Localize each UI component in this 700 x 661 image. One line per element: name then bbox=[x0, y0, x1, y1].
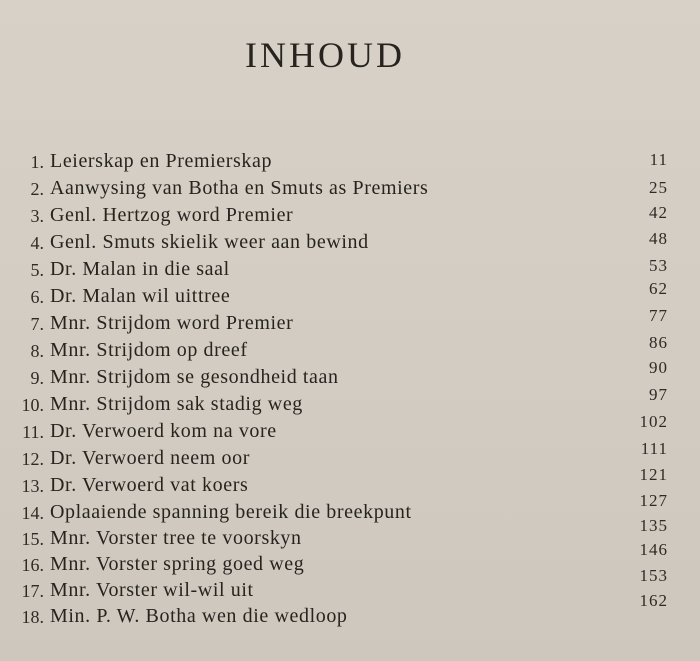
entry-number: 5. bbox=[30, 260, 44, 280]
entry-page: 11 bbox=[649, 150, 668, 169]
toc-entry bbox=[0, 279, 700, 309]
entry-page: 62 bbox=[649, 279, 668, 298]
toc-entry bbox=[0, 516, 700, 551]
entry-title: Mnr. Vorster spring goed weg bbox=[50, 553, 305, 575]
toc-entry bbox=[0, 491, 700, 525]
entry-title: Mnr. Strijdom op dreef bbox=[50, 339, 248, 361]
entry-page: 102 bbox=[639, 412, 668, 431]
entry-title: Oplaaiende spanning bereik die breekpunt bbox=[50, 501, 412, 523]
toc-entry bbox=[0, 385, 700, 417]
entry-title: Genl. Hertzog word Premier bbox=[50, 204, 294, 226]
entry-page: 90 bbox=[649, 358, 668, 377]
entry-page: 77 bbox=[649, 306, 668, 325]
toc-entry bbox=[0, 540, 700, 577]
entry-title: Aanwysing van Botha en Smuts as Premiers bbox=[50, 177, 429, 199]
entry-title: Leierskap en Premierskap bbox=[50, 150, 273, 172]
entry-title: Dr. Verwoerd kom na vore bbox=[50, 420, 277, 442]
page-title: INHOUD bbox=[245, 35, 405, 75]
toc-entry bbox=[0, 465, 700, 498]
entry-title: Mnr. Vorster wil-wil uit bbox=[50, 579, 254, 601]
entry-number: 7. bbox=[30, 314, 44, 334]
entry-number: 17. bbox=[21, 581, 44, 601]
entry-title: Mnr. Strijdom se gesondheid taan bbox=[50, 366, 339, 388]
entry-number: 14. bbox=[21, 503, 44, 523]
entry-number: 16. bbox=[21, 555, 44, 575]
entry-title: Min. P. W. Botha wen die wedloop bbox=[50, 605, 348, 627]
toc-entry bbox=[0, 333, 700, 363]
entry-number: 1. bbox=[30, 152, 44, 172]
entry-page: 86 bbox=[649, 333, 668, 352]
toc-entry bbox=[0, 306, 700, 336]
entry-page: 48 bbox=[649, 229, 668, 248]
entry-page: 127 bbox=[639, 491, 668, 510]
entry-page: 97 bbox=[649, 385, 668, 404]
entry-title: Dr. Malan in die saal bbox=[50, 258, 230, 280]
entry-page: 42 bbox=[649, 203, 668, 222]
entry-number: 12. bbox=[21, 449, 44, 469]
entry-number: 13. bbox=[21, 476, 44, 496]
entry-title: Dr. Malan wil uittree bbox=[50, 285, 231, 307]
entry-page: 162 bbox=[639, 591, 668, 610]
entry-number: 9. bbox=[30, 368, 44, 388]
toc-entry bbox=[0, 566, 700, 603]
entry-page: 146 bbox=[639, 540, 668, 559]
toc-entry bbox=[0, 175, 700, 201]
entry-number: 2. bbox=[30, 179, 44, 199]
entry-number: 15. bbox=[21, 529, 44, 549]
entry-title: Dr. Verwoerd vat koers bbox=[50, 474, 249, 496]
entry-title: Mnr. Strijdom sak stadig weg bbox=[50, 393, 303, 415]
entry-number: 8. bbox=[30, 341, 44, 361]
toc-entry bbox=[0, 202, 700, 228]
entry-number: 10. bbox=[21, 395, 44, 415]
entry-page: 135 bbox=[639, 516, 668, 535]
entry-title: Dr. Verwoerd neem oor bbox=[50, 447, 250, 469]
entry-title: Mnr. Vorster tree te voorskyn bbox=[50, 527, 302, 549]
entry-page: 121 bbox=[639, 465, 668, 484]
entry-title: Mnr. Strijdom word Premier bbox=[50, 312, 294, 334]
toc-entry bbox=[0, 256, 700, 282]
entry-page: 25 bbox=[649, 178, 668, 197]
entry-number: 4. bbox=[30, 233, 44, 253]
entry-page: 53 bbox=[649, 256, 668, 275]
entry-page: 111 bbox=[640, 439, 668, 458]
toc-entry bbox=[0, 229, 700, 255]
toc-entry bbox=[0, 358, 700, 390]
entry-title: Genl. Smuts skielik weer aan bewind bbox=[50, 231, 369, 253]
toc-entry bbox=[0, 148, 700, 174]
entry-number: 11. bbox=[22, 422, 44, 442]
entry-number: 3. bbox=[30, 206, 44, 226]
entry-number: 6. bbox=[30, 287, 44, 307]
toc-entry bbox=[0, 439, 700, 471]
entry-number: 18. bbox=[21, 607, 44, 627]
toc-entry bbox=[0, 412, 700, 444]
entry-page: 153 bbox=[639, 566, 668, 585]
